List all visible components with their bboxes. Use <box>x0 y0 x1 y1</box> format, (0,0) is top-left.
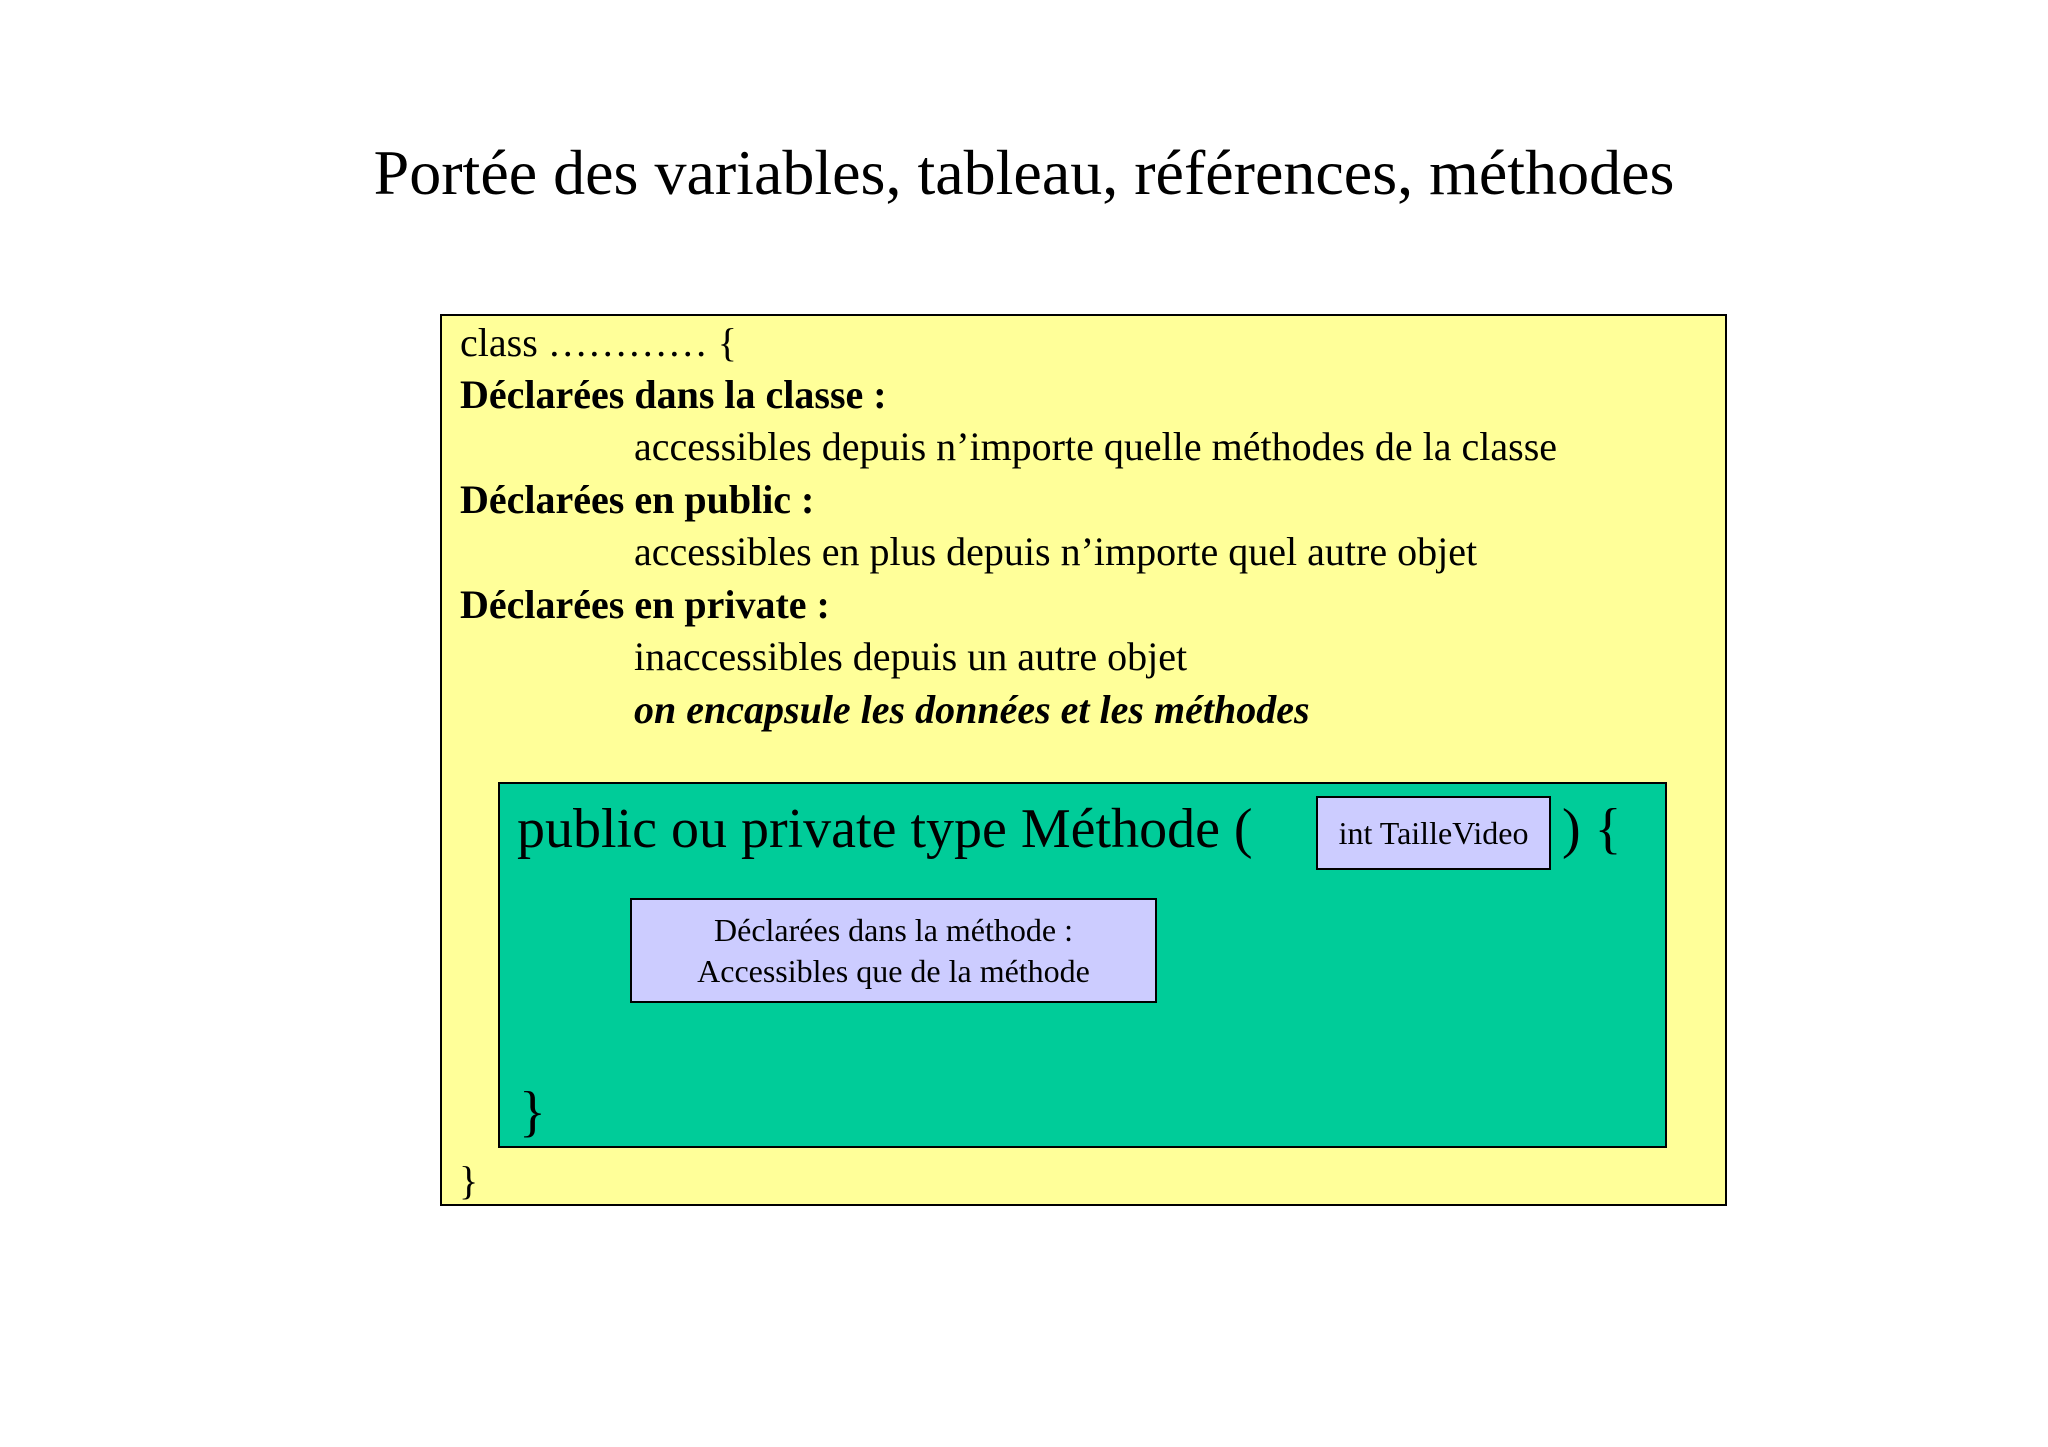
method-signature-start: public ou private type Méthode ( <box>517 798 1253 860</box>
slide-title: Portée des variables, tableau, références, méthodes <box>373 137 1675 208</box>
public-section-text: accessibles en plus depuis n’importe quel autre objet <box>634 529 1478 574</box>
private-section-heading: Déclarées en private : <box>460 582 830 627</box>
encapsulation-note: on encapsule les données et les méthodes <box>634 687 1310 732</box>
class-section-text: accessibles depuis n’importe quelle méthodes de la classe <box>634 424 1558 469</box>
class-header: class ………… { <box>460 320 737 365</box>
parameter-box: int TailleVideo <box>1316 796 1551 870</box>
class-closing-brace: } <box>459 1158 479 1203</box>
public-section-heading: Déclarées en public : <box>460 477 815 522</box>
method-closing-brace: } <box>519 1081 546 1143</box>
local-variables-line-1: Déclarées dans la méthode : <box>714 912 1073 948</box>
local-variables-box <box>630 898 1157 1003</box>
class-section-heading: Déclarées dans la classe : <box>460 372 887 417</box>
local-variables-line-2: Accessibles que de la méthode <box>697 953 1090 989</box>
private-section-text: inaccessibles depuis un autre objet <box>634 634 1188 679</box>
method-signature-end: ) { <box>1562 798 1622 860</box>
